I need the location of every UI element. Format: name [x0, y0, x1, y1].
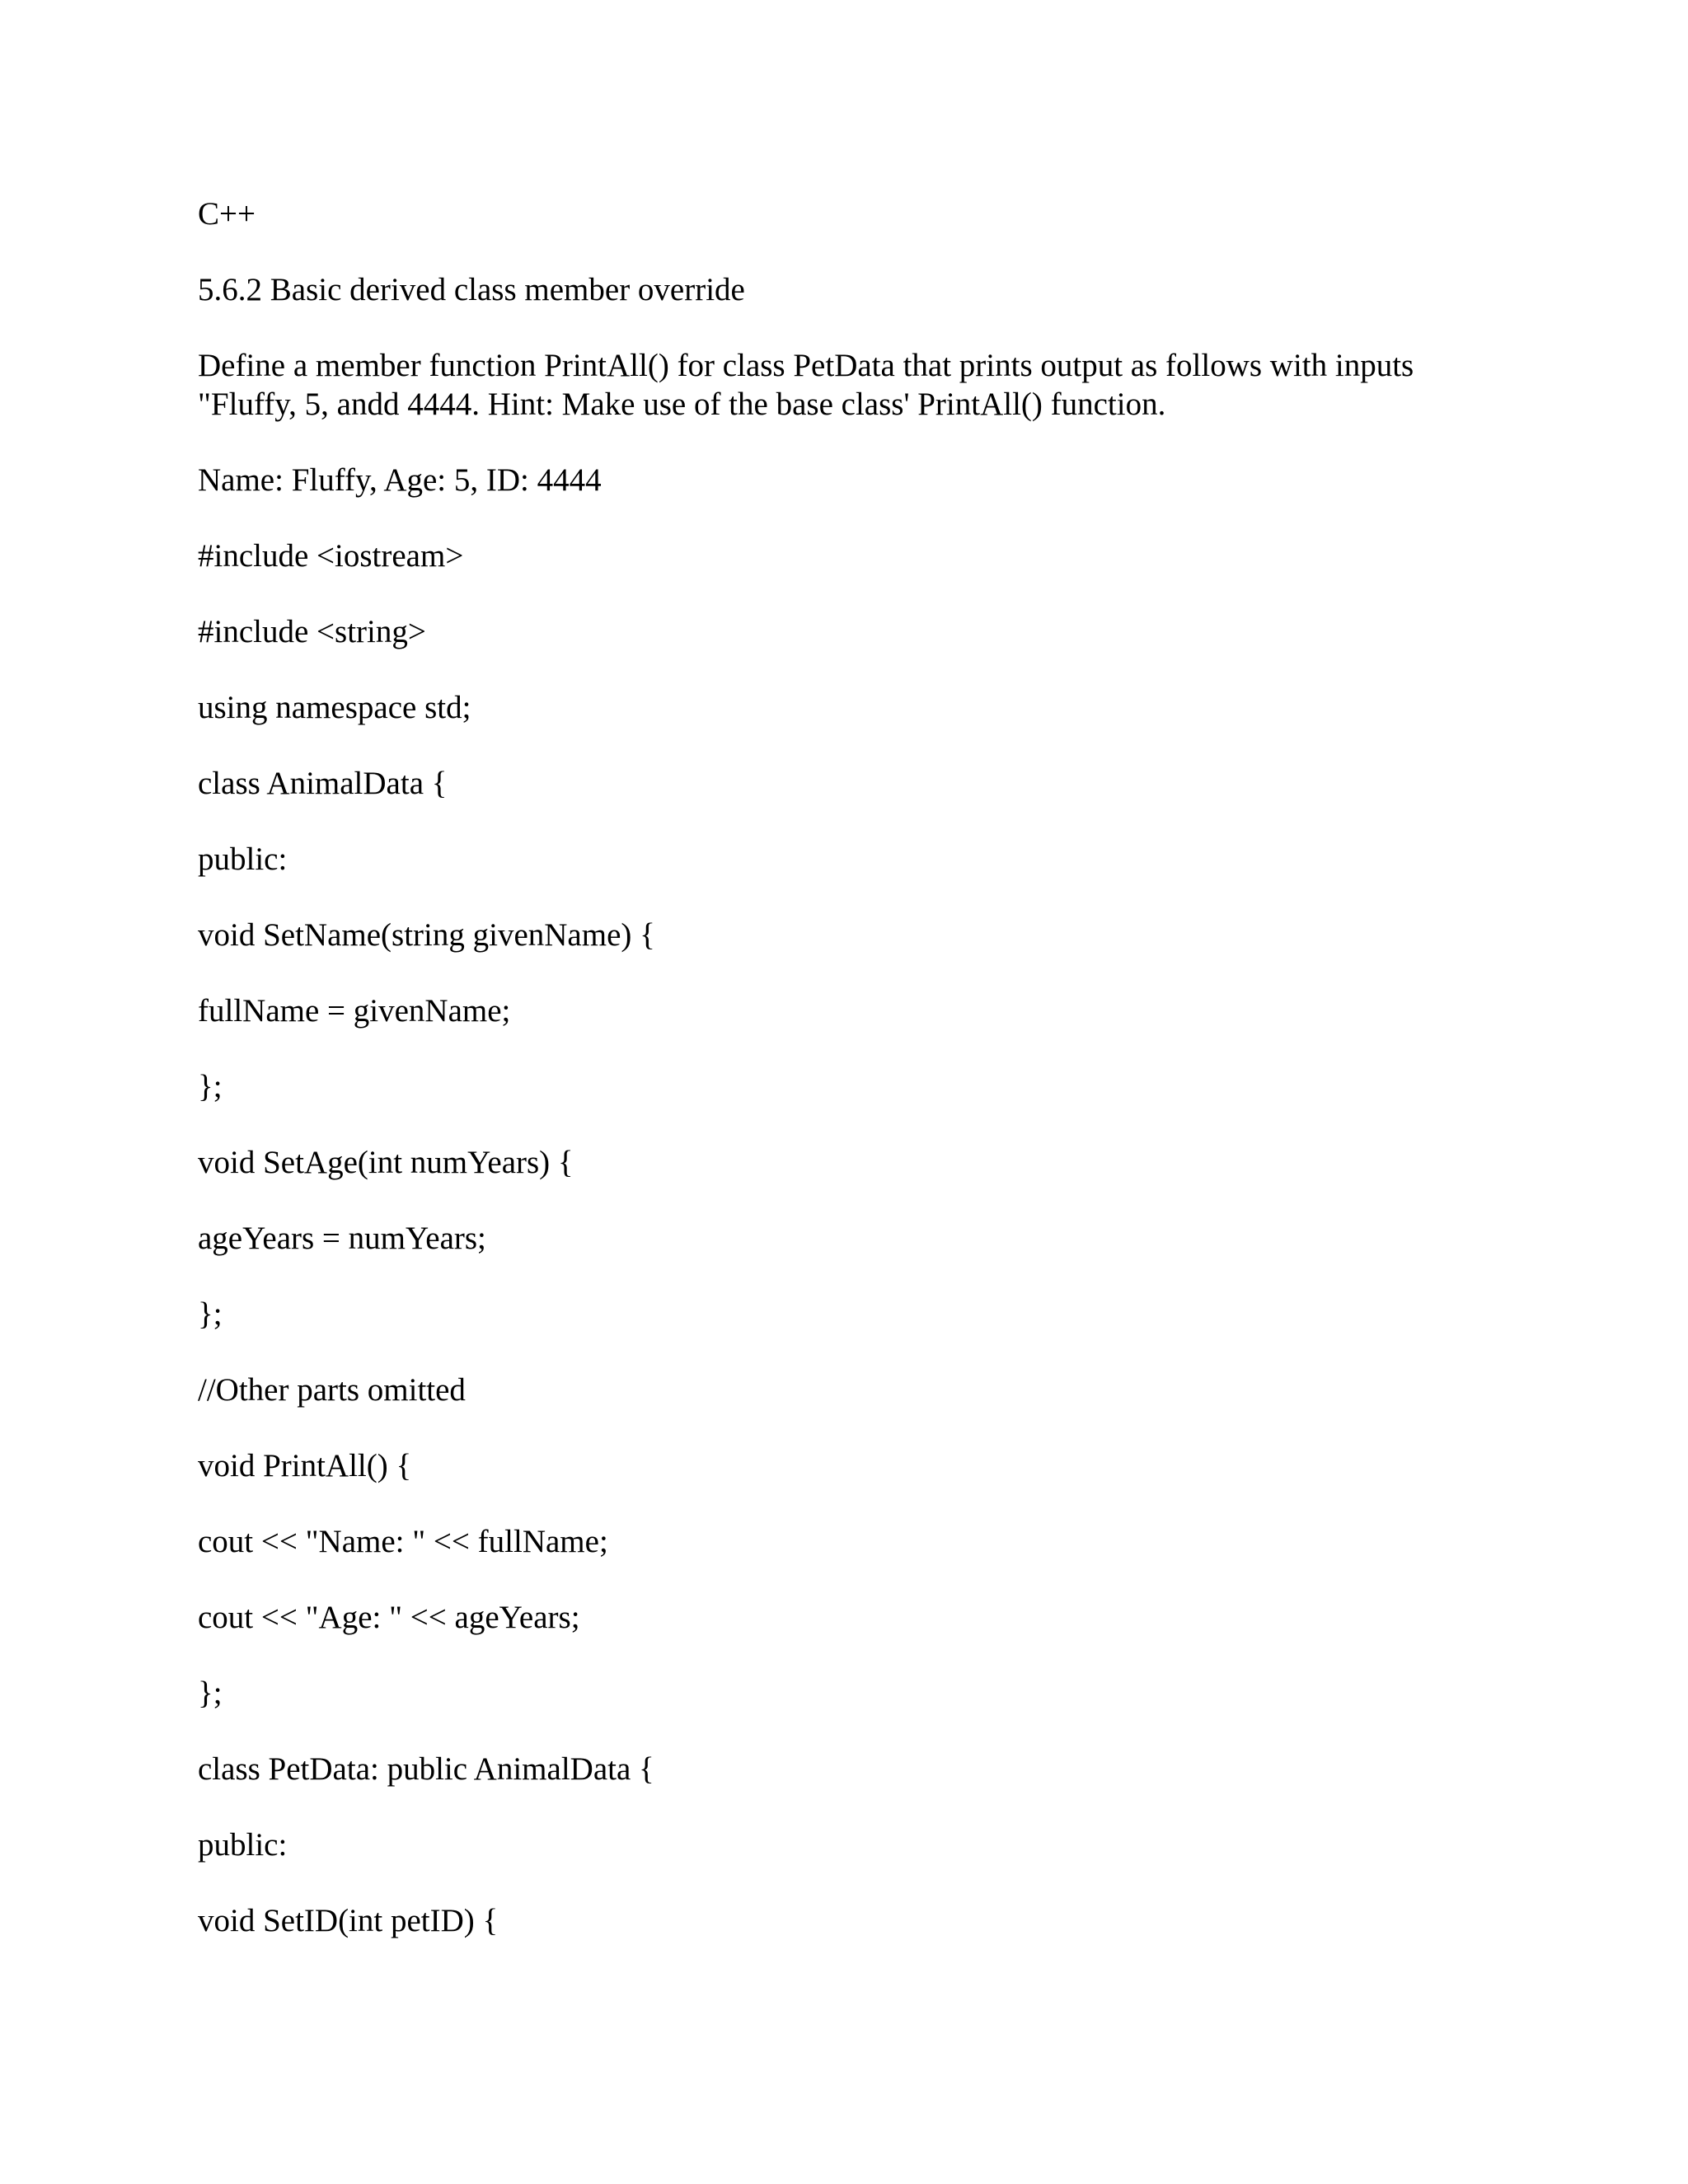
code-line: //Other parts omitted: [198, 1372, 466, 1408]
instructions-line-1: Define a member function PrintAll() for class PetData that prints output as follows with inputs: [198, 348, 1414, 383]
code-line: void SetID(int petID) {: [198, 1903, 499, 1938]
code-line: class AnimalData {: [198, 766, 448, 801]
instructions-paragraph: [198, 346, 1517, 424]
expected-output: Name: Fluffy, Age: 5, ID: 4444: [198, 462, 602, 498]
section-title: 5.6.2 Basic derived class member override: [198, 272, 745, 307]
code-line: void PrintAll() {: [198, 1448, 412, 1483]
code-line: };: [198, 1069, 223, 1104]
language-label: C++: [198, 196, 256, 232]
code-line: void SetName(string givenName) {: [198, 917, 655, 953]
code-line: };: [198, 1296, 223, 1332]
code-line: };: [198, 1675, 223, 1711]
code-line: public:: [198, 1827, 288, 1863]
code-line: cout << "Age: " << ageYears;: [198, 1600, 580, 1635]
code-line: using namespace std;: [198, 690, 471, 725]
code-line: fullName = givenName;: [198, 993, 511, 1029]
code-line: void SetAge(int numYears) {: [198, 1145, 574, 1180]
code-line: public:: [198, 841, 288, 877]
code-line: #include <iostream>: [198, 538, 464, 574]
instructions-line-2: "Fluffy, 5, andd 4444. Hint: Make use of the base class' PrintAll() function.: [198, 387, 1166, 422]
code-line: ageYears = numYears;: [198, 1221, 486, 1256]
code-line: cout << "Name: " << fullName;: [198, 1524, 608, 1559]
code-line: #include <string>: [198, 614, 426, 649]
document-content: [198, 194, 1517, 1977]
code-line: class PetData: public AnimalData {: [198, 1751, 654, 1787]
